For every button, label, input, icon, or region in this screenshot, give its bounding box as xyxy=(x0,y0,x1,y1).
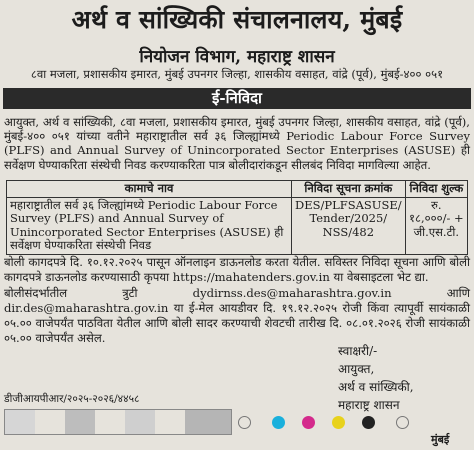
registration-mark-icon xyxy=(396,416,409,429)
e-tender-banner: ई-निविदा xyxy=(3,88,471,109)
signature-line: स्वाक्षरी/- xyxy=(338,344,378,358)
intro-paragraph: आयुक्त, अर्थ व सांख्यिकी, ८वा मजला, प्रशासकीय इमारत, मुंबई उपनगर जिल्हा, शासकीय वसाहत, वांद्रे (पूर्व), मुंबई-४०० ०५१ यांच्या वतीने महाराष्ट्रातील सर्व ३६ जिल्ह्यांमध्ये Periodic Labour Force Survey (PLFS) and Annual Survey of Unincorporated Sector Enterprises (ASUSE) ही सर्वेक्षण घेण्याकरिता संस्थेची निवड करण्याकरिता पात्र बोलीदारांकडून सीलबंद निविदा मागविल्या आहेत. xyxy=(4,115,470,172)
magenta-swatch-icon xyxy=(302,416,315,429)
reference-number: डीजीआयपीआर/२०२५-२०२६/४४५८ xyxy=(4,393,140,405)
header-work-name: कामाचे नाव xyxy=(7,181,292,198)
signature-block xyxy=(338,342,470,414)
yellow-swatch-icon xyxy=(332,416,345,429)
footer-city: मुंबई xyxy=(431,433,450,446)
queries-paragraph: बोलीसंदर्भातील त्रुटी dydirnss.des@maharashtra.gov.in आणि dir.des@maharashtra.gov.in या ई-मेल आयडीवर दि. १९.१२.२०२५ रोजी किंवा त्यापूर्वी सायंकाळी ०५.०० वाजेपर्यंत पाठविता येतील आणि बोली सादर करण्याची शेवटची तारीख दि. ०८.०१.२०२६ रोजी सायंकाळी ०५.०० वाजेपर्यंत असेल. xyxy=(4,286,470,345)
cyan-swatch-icon xyxy=(272,416,285,429)
tender-table xyxy=(6,180,468,255)
tender-details xyxy=(4,255,470,347)
print-calibration-bar xyxy=(4,409,232,435)
signatory-office: अर्थ व सांख्यिकी, xyxy=(338,380,414,394)
table-row xyxy=(7,197,468,254)
office-title: अर्थ व सांख्यिकी संचालनालय, मुंबई xyxy=(71,5,403,34)
cell-notice-number: DES/PLFSASUSE/ Tender/2025/ NSS/482 xyxy=(292,197,406,254)
signatory-title: आयुक्त, xyxy=(338,362,375,376)
registration-mark-icon xyxy=(238,416,251,429)
download-paragraph: बोली कागदपत्रे दि. १०.१२.२०२५ पासून ऑनलाइन डाऊनलोड करता येतील. सविस्तर निविदा सूचना आणि बोली कागदपत्रे डाऊनलोड करण्यासाठी कृपया https://mahatenders.gov.in या वेबसाइटला भेट द्या. xyxy=(4,255,470,284)
table-header-row xyxy=(7,181,468,198)
header-tender-fee: निविदा शुल्क xyxy=(405,181,467,198)
signatory-government: महाराष्ट्र शासन xyxy=(338,398,400,412)
black-swatch-icon xyxy=(362,416,375,429)
department-subtitle: नियोजन विभाग, महाराष्ट्र शासन xyxy=(139,47,335,67)
header-notice-number: निविदा सूचना क्रमांक xyxy=(292,181,406,198)
cell-tender-fee: रु. १८,०००/- + जी.एस.टी. xyxy=(405,197,467,254)
office-address: ८वा मजला, प्रशासकीय इमारत, मुंबई उपनगर जिल्हा, शासकीय वसाहत, वांद्रे (पूर्व), मुंबई-४०० ०५१ xyxy=(30,67,444,81)
cell-work-name: महाराष्ट्रातील सर्व ३६ जिल्ह्यांमध्ये Periodic Labour Force Survey (PLFS) and Annual Survey of Unincorporated Sector Enterprises (ASUSE) ही सर्वेक्षण घेण्याकरिता संस्थेची निवड xyxy=(7,197,292,254)
